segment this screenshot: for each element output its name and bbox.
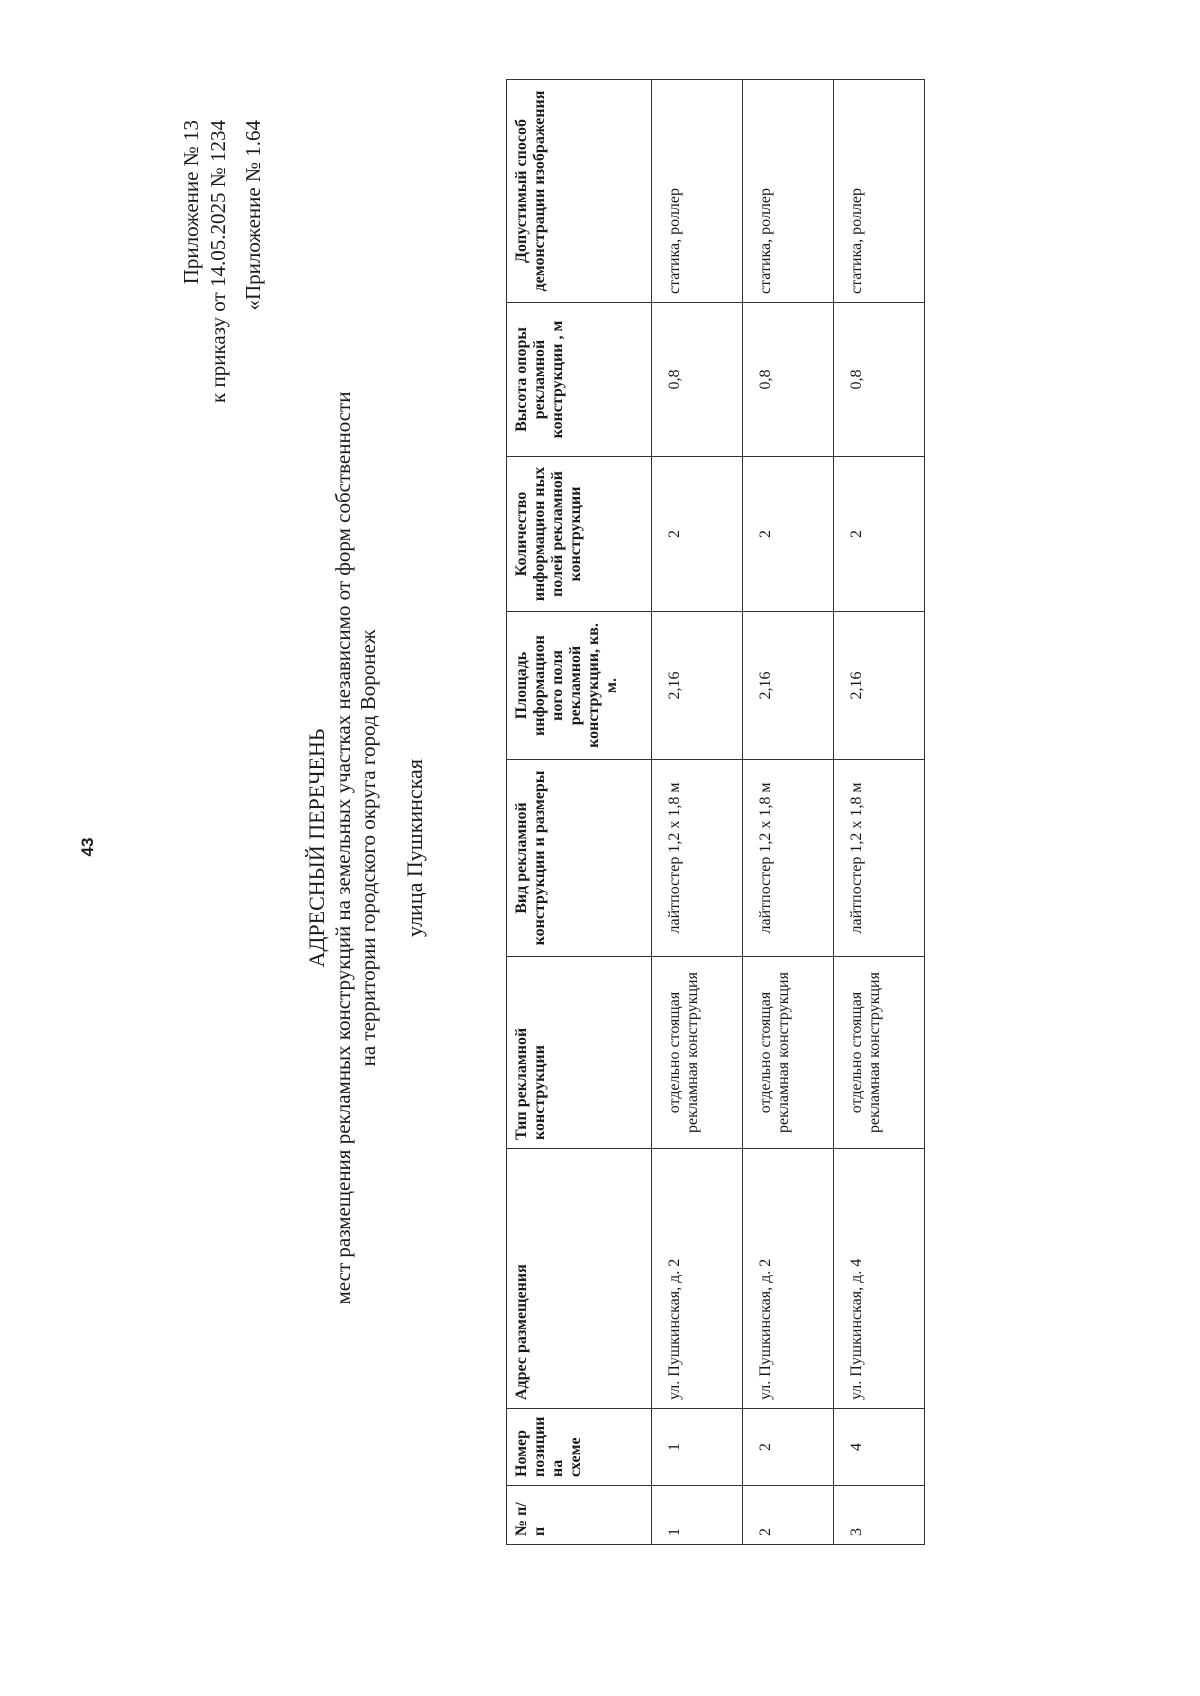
cell-support-height: 0,8 xyxy=(652,303,743,457)
cell-address: ул. Пушкинская, д. 2 xyxy=(743,1149,834,1409)
appendix-subnumber: «Приложение № 1.64 xyxy=(241,120,265,311)
header-construction-kind-size: Вид рекламной конструкции и размеры xyxy=(507,760,652,957)
appendix-number: Приложение № 13 xyxy=(179,120,203,285)
table-row xyxy=(652,80,743,1545)
document-title: АДРЕСНЫЙ ПЕРЕЧЕНЬ xyxy=(304,728,329,968)
cell-address: ул. Пушкинская, д. 4 xyxy=(834,1149,925,1409)
title-block xyxy=(304,0,427,1696)
street-name: улица Пушкинская xyxy=(402,759,427,937)
cell-support-height: 0,8 xyxy=(743,303,834,457)
cell-construction-kind-size: лайтпостер 1,2 х 1,8 м xyxy=(834,760,925,957)
header-position-number: Номер позиции на схеме xyxy=(507,1409,652,1486)
table-header-row xyxy=(507,80,652,1545)
cell-info-field-area: 2,16 xyxy=(834,612,925,760)
cell-row-number: 3 xyxy=(834,1486,925,1545)
cell-construction-kind-size: лайтпостер 1,2 х 1,8 м xyxy=(652,760,743,957)
appendix-order-reference: к приказу от 14.05.2025 № 1234 xyxy=(206,120,230,403)
cell-construction-kind-size: лайтпостер 1,2 х 1,8 м xyxy=(743,760,834,957)
cell-info-field-count: 2 xyxy=(834,457,925,612)
header-info-field-count: Количество информацион ных полей рекламной конструкции xyxy=(507,457,652,612)
cell-display-method: статика, роллер xyxy=(743,80,834,303)
cell-info-field-area: 2,16 xyxy=(743,612,834,760)
page-number: 43 xyxy=(78,837,97,857)
table-row xyxy=(834,80,925,1545)
header-row-number: № п/п xyxy=(507,1486,652,1545)
cell-row-number: 2 xyxy=(743,1486,834,1545)
cell-construction-type: отдельно стоящая рекламная конструкция xyxy=(834,957,925,1149)
cell-display-method: статика, роллер xyxy=(834,80,925,303)
header-construction-type: Тип рекламной конструкции xyxy=(507,957,652,1149)
header-info-field-area: Площадь информацион ного поля рекламной конструкции, кв. м. xyxy=(507,612,652,760)
address-list-table-wrapper xyxy=(506,80,925,1545)
address-list-table xyxy=(506,79,925,1545)
appendix-block xyxy=(178,120,267,403)
cell-info-field-count: 2 xyxy=(652,457,743,612)
cell-support-height: 0,8 xyxy=(834,303,925,457)
document-subtitle-line-1: мест размещения рекламных конструкций на земельных участках независимо от форм собственности xyxy=(331,391,355,1305)
cell-address: ул. Пушкинская, д. 2 xyxy=(652,1149,743,1409)
cell-construction-type: отдельно стоящая рекламная конструкция xyxy=(743,957,834,1149)
table-row xyxy=(743,80,834,1545)
cell-info-field-area: 2,16 xyxy=(652,612,743,760)
cell-display-method: статика, роллер xyxy=(652,80,743,303)
cell-position-number: 1 xyxy=(652,1409,743,1486)
header-display-method: Допустимый способ демонстрации изображения xyxy=(507,80,652,303)
cell-position-number: 2 xyxy=(743,1409,834,1486)
header-support-height: Высота опоры рекламной конструкции , м xyxy=(507,303,652,457)
cell-construction-type: отдельно стоящая рекламная конструкция xyxy=(652,957,743,1149)
cell-position-number: 4 xyxy=(834,1409,925,1486)
document-subtitle-line-2: на территории городского округа город Воронеж xyxy=(356,629,380,1067)
cell-info-field-count: 2 xyxy=(743,457,834,612)
cell-row-number: 1 xyxy=(652,1486,743,1545)
header-address: Адрес размещения xyxy=(507,1149,652,1409)
